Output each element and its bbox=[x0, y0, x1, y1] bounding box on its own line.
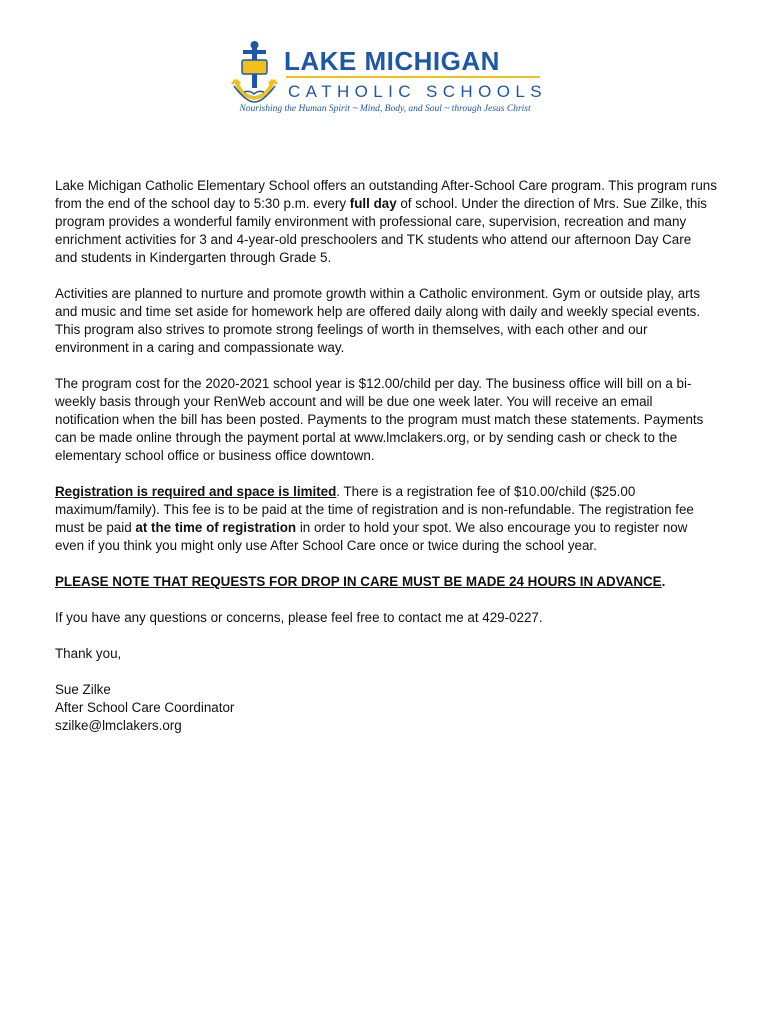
school-tagline: Nourishing the Human Spirit ~ Mind, Body, and Soul ~ through Jesus Christ bbox=[239, 104, 531, 114]
paragraph-registration bbox=[55, 483, 717, 555]
signature-name: Sue Zilke bbox=[55, 682, 111, 697]
school-logo bbox=[230, 40, 550, 108]
paragraph-cost: The program cost for the 2020-2021 school year is $12.00/child per day. The business office will bill on a bi-weekly basis through your RenWeb account and will be due one week later. You will receive an email notification when the bill has been posted. Payments to the program must match these statements. Payments can be made online through the payment portal at www.lmclakers.org, or by sending cash or check to the elementary school office or business office downtown. bbox=[55, 376, 704, 463]
logo-divider bbox=[286, 76, 540, 78]
drop-in-care-notice bbox=[55, 573, 717, 591]
cross-anchor-crest-icon bbox=[230, 40, 280, 108]
paragraph-activities: Activities are planned to nurture and promote growth within a Catholic environment. Gym or outside play, arts and music and time set aside for homework help are offered daily along with daily and weekly special events. This program also strives to promote strong feelings of worth in themselves, with each other and our environment in a caring and compassionate way. bbox=[55, 286, 701, 355]
paragraph-text: in order to hold your spot. We also encourage you to register now even if you think you might only use After School Care once or twice during the school year. bbox=[55, 520, 688, 553]
drop-in-notice-text: PLEASE NOTE THAT REQUESTS FOR DROP IN CARE MUST BE MADE 24 HOURS IN ADVANCE bbox=[55, 574, 662, 589]
notice-period: . bbox=[661, 574, 666, 589]
paragraph-text: . There is a registration fee of $10.00/child ($25.00 maximum/family). This fee is to be paid at the time of registration and is non-refundable. The registration fee must be paid bbox=[55, 484, 694, 535]
paragraph-text: Lake Michigan Catholic Elementary School offers an outstanding After-School Care program. This program runs from the end of the school day to 5:30 p.m. every bbox=[55, 178, 717, 211]
emphasis-registration-time: at the time of registration bbox=[135, 520, 297, 535]
paragraph-contact: If you have any questions or concerns, please feel free to contact me at 429-0227. bbox=[55, 610, 543, 625]
logo-subtitle: CATHOLIC SCHOOLS bbox=[288, 82, 547, 101]
emphasis-full-day: full day bbox=[349, 196, 397, 211]
signature-title: After School Care Coordinator bbox=[55, 700, 235, 715]
signature-email: szilke@lmclakers.org bbox=[55, 718, 182, 733]
paragraph-program-overview bbox=[55, 177, 717, 267]
registration-notice: Registration is required and space is limited bbox=[55, 484, 337, 499]
paragraph-text: of school. Under the direction of Mrs. Sue Zilke, this program provides a wonderful family environment with professional care, supervision, recreation and many enrichment activities for 3 and 4-year-old preschoolers and TK students who attend our afternoon Day Care and students in Kindergarten through Grade 5. bbox=[55, 196, 707, 265]
logo-title: LAKE MICHIGAN bbox=[284, 46, 500, 76]
closing: Thank you, bbox=[55, 646, 122, 661]
letter-body bbox=[55, 177, 717, 735]
